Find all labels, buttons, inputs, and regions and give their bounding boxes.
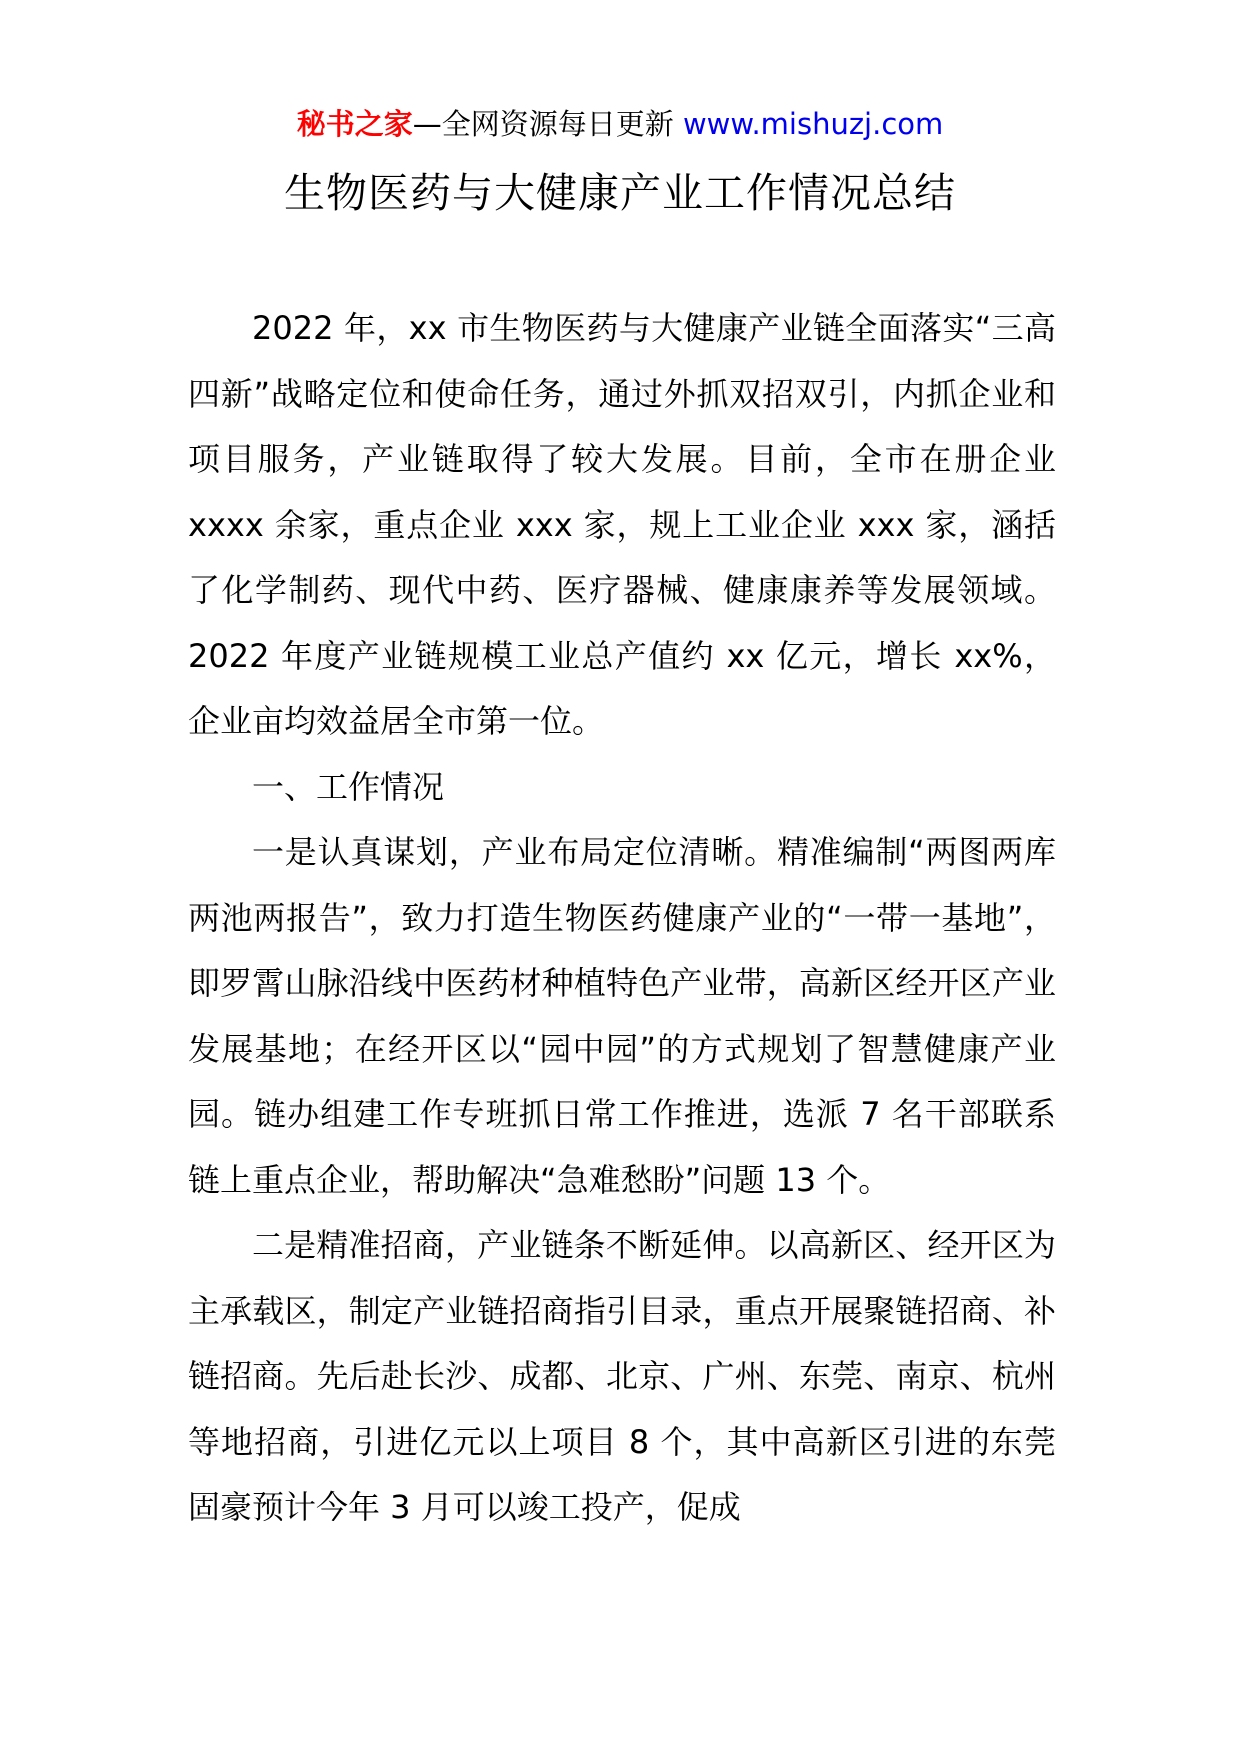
document-title: 生物医药与大健康产业工作情况总结 [284,169,956,217]
brand-name: 秘书之家 [296,107,413,141]
header-slogan: —全网资源每日更新 [412,107,674,141]
intro-paragraph: 2022 年，xx 市生物医药与大健康产业链全面落实“三高四新”战略定位和使命任务，通过外抓双招双引，内抓企业和项目服务，产业链取得了较大发展。目前，全市在册企业 xxxx 余家，重点企业 xxx 家，规上工业企业 xxx 家，涵括了化学制药、现代中药、医疗器械、健康康养等发展领域。2022 年度产业链规模工业总产值约 xx 亿元，增长 xx%，企业亩均效益居全市第一位。 [188,309,1056,740]
site-header [0,104,1240,144]
paragraph-planning: 一是认真谋划，产业布局定位清晰。精准编制“两图两库两池两报告”，致力打造生物医药健康产业的“一带一基地”，即罗霄山脉沿线中医药材种植特色产业带，高新区经开区产业发展基地；在经开区以“园中园”的方式规划了智慧健康产业园。链办组建工作专班抓日常工作推进，选派 7 名干部联系链上重点企业，帮助解决“急难愁盼”问题 13 个。 [188,833,1056,1199]
paragraph-investment: 二是精准招商，产业链条不断延伸。以高新区、经开区为主承载区，制定产业链招商指引目录，重点开展聚链招商、补链招商。先后赴长沙、成都、北京、广州、东莞、南京、杭州等地招商，引进亿元以上项目 8 个，其中高新区引进的东莞固豪预计今年 3 月可以竣工投产，促成 [188,1226,1056,1526]
section-heading-work-status: 一、工作情况 [252,767,445,806]
site-url-link[interactable]: www.mishuzj.com [682,107,944,141]
document-body [188,296,1056,1541]
